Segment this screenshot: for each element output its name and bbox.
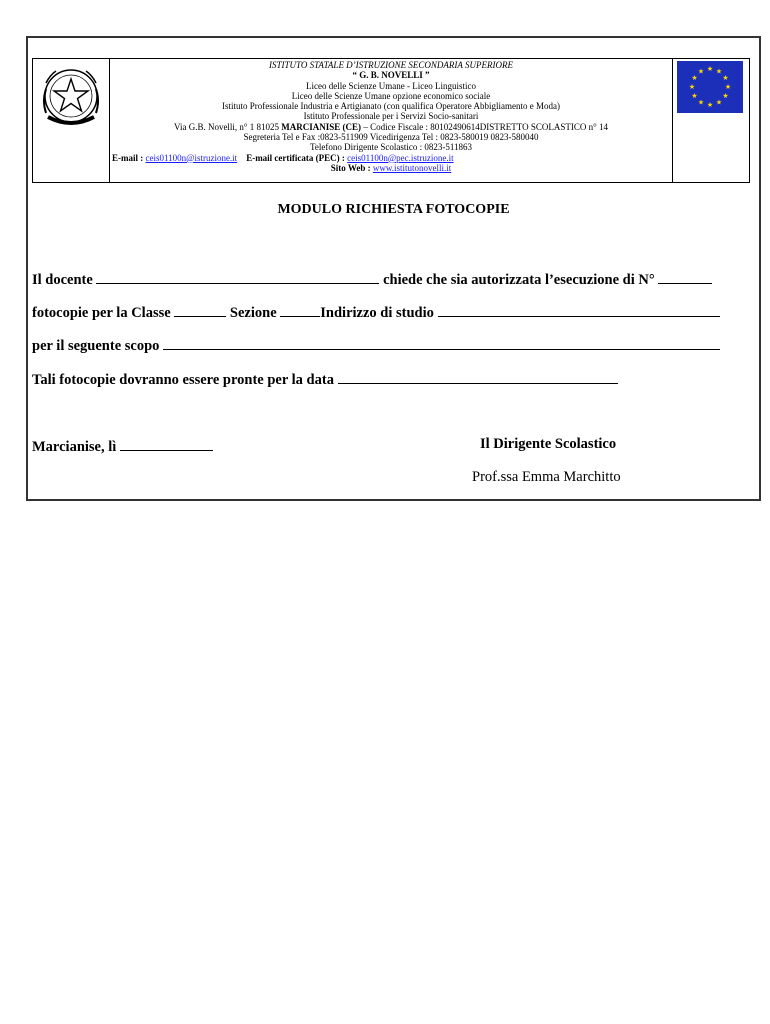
- svg-text:★: ★: [722, 92, 729, 100]
- svg-text:★: ★: [691, 74, 698, 82]
- course-line-2: Liceo delle Scienze Umane opzione economico sociale: [291, 90, 491, 101]
- course-line-4: Istituto Professionale per i Servizi Socio-sanitari: [303, 111, 479, 122]
- svg-text:★: ★: [724, 83, 732, 91]
- svg-text:★: ★: [722, 74, 729, 82]
- course-line-1: Liceo delle Scienze Umane - Liceo Linguistico: [306, 80, 476, 91]
- signer-role: Il Dirigente Scolastico: [480, 436, 617, 452]
- svg-text:★: ★: [691, 92, 698, 100]
- director-phone-line: Telefono Dirigente Scolastico : 0823-511863: [310, 142, 472, 153]
- svg-text:★: ★: [697, 98, 705, 107]
- svg-text:★: ★: [706, 65, 714, 73]
- place-line: Marcianise, lì: [32, 436, 213, 456]
- email-line: E-mail : ceis01100n@istruzione.it E-mail certificata (PEC) : ceis01100n@pec.istruzione.it: [112, 152, 454, 163]
- teacher-name-field[interactable]: [96, 269, 379, 284]
- svg-text:★: ★: [715, 67, 723, 76]
- place-date-field[interactable]: [120, 436, 213, 451]
- course-line-3: Istituto Professionale Industria e Artigianato (con qualifica Operatore Abbigliamento e Moda): [222, 101, 560, 112]
- svg-text:★: ★: [688, 83, 696, 91]
- section-field[interactable]: [280, 302, 320, 317]
- phone-line: Segreteria Tel e Fax :0823-511909 Vicedirigenza Tel : 0823-580019 0823-580040: [243, 132, 539, 143]
- institute-name: “ G. B. NOVELLI ”: [352, 70, 430, 81]
- svg-text:★: ★: [715, 98, 723, 107]
- email-link[interactable]: ceis01100n@istruzione.it: [145, 152, 238, 163]
- letterhead-text: [110, 60, 672, 173]
- date-line: Tali fotocopie dovranno essere pronte per la data: [32, 369, 618, 389]
- signer-name: Prof.ssa Emma Marchitto: [472, 469, 621, 485]
- copies-count-field[interactable]: [658, 269, 712, 284]
- eu-flag-icon: [677, 61, 743, 113]
- flag-box: [672, 59, 749, 182]
- website-line: Sito Web : www.istitutonovelli.it: [330, 162, 452, 173]
- purpose-line: per il seguente scopo: [32, 335, 720, 355]
- document-frame: [26, 36, 761, 501]
- address-line: Via G.B. Novelli, n° 1 81025 MARCIANISE (CE) – Codice Fiscale : 80102490614DISTRETTO SCOLASTICO n° 14: [173, 121, 608, 132]
- svg-text:★: ★: [697, 67, 705, 76]
- pec-email-link[interactable]: ceis01100n@pec.istruzione.it: [347, 152, 454, 163]
- svg-text:★: ★: [706, 101, 714, 109]
- letterhead: [32, 58, 750, 183]
- teacher-line: Il docente chiede che sia autorizzata l’esecuzione di N°: [32, 269, 712, 289]
- italian-republic-emblem-icon: [36, 61, 106, 131]
- purpose-field[interactable]: [163, 335, 720, 350]
- seal-box: [33, 59, 110, 182]
- form-title: MODULO RICHIESTA FOTOCOPIE: [277, 202, 510, 217]
- institute-type: ISTITUTO STATALE D’ISTRUZIONE SECONDARIA SUPERIORE: [269, 60, 513, 70]
- class-field[interactable]: [174, 302, 226, 317]
- website-link[interactable]: www.istitutonovelli.it: [372, 162, 452, 173]
- class-line: fotocopie per la Classe Sezione Indirizzo di studio: [32, 302, 720, 322]
- ready-date-field[interactable]: [338, 369, 618, 384]
- study-path-field[interactable]: [438, 302, 720, 317]
